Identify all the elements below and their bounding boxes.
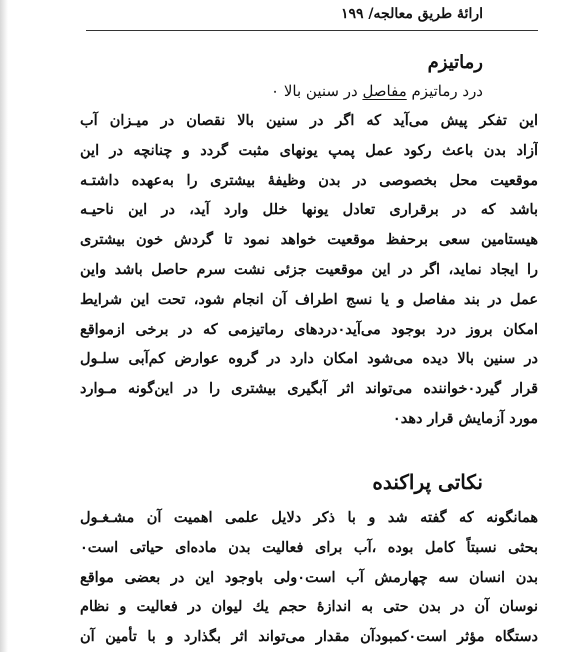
text-line: در سنین بالا دیده می‌شود امکان دارد در گروه عوارض کم‌آبی سلـول [80, 350, 538, 368]
text-line: مورد آزمایش قرار دهد۰ [392, 409, 538, 427]
text-line: باشد که در برقراری تعادل یونها خلل وارد آید، در این ناحیـه [80, 201, 538, 219]
text-line: این تفکر پیش می‌آید که اگر در سنین بالا نقصان در میـزان آب [80, 112, 538, 129]
section-title-scattered-notes: نکاتی پراکنده [372, 470, 483, 494]
text-line: بحثی نسبتاً کامل بوده ،آب برای فعالیت بدن ماده‌ای حیاتی است۰ [80, 538, 538, 556]
subtitle-text-end: در سنین بالا ۰ [271, 82, 363, 100]
running-head: ارائهٔ طریق معالجه/ ۱۹۹ [340, 6, 483, 22]
text-line: موقعیت محل بخصوصی در بدن وظیفهٔ بیشتری را به‌عهده داشتـه [80, 171, 538, 189]
header-rule [86, 30, 538, 31]
text-line: قرار گیرد۰خواننده می‌تواند اثر آبگیری بیشتری را در این‌گونه مـوارد [80, 380, 538, 398]
section-subtitle [271, 82, 483, 100]
text-line: نوسان آن در بدن حتی به اندازهٔ حجم یك لیوان در فعالیت و نظام [80, 598, 538, 616]
text-line: بدن انسان سه چهارمش آب است۰ولی باوجود این در بعضی مواقع [80, 568, 538, 586]
text-line: عمل در بند مفاصل و یا نسج اطراف آن انجام شود، تحت این شرایط [80, 290, 538, 308]
subtitle-text-start: درد رماتیزم [406, 82, 483, 100]
text-line: آزاد بدن باعث رکود عمل پمپ یونهای مثبت گردد و چنانچه در این [80, 141, 538, 159]
subtitle-underlined-word: مفاصل [362, 82, 407, 100]
paragraph-rheumatism [80, 106, 538, 434]
text-line: همانگونه که گفته شد و با ذکر دلایل علمی اهمیت آن مشـغـول [80, 509, 538, 526]
text-line: را ایجاد نماید، اگر در این موقعیت جزئی نشت سرم حاصل باشد واین [80, 260, 538, 278]
text-line: امکان بروز درد بوجود می‌آید۰دردهای رماتیزمی که در برخی ازمواقع [80, 320, 538, 338]
text-line: هیستامین سعی برحفظ موقعیت خواهد نمود تا گردش خون بیشتری [80, 231, 538, 249]
paragraph-scattered-notes [80, 503, 538, 652]
page-gutter-shadow [0, 0, 8, 652]
text-line: دستگاه مؤثر است۰کمبودآن مقدار می‌تواند اثر بگذارد و با تأمین آن [80, 628, 538, 646]
section-title-rheumatism: رماتیزم [427, 52, 483, 73]
